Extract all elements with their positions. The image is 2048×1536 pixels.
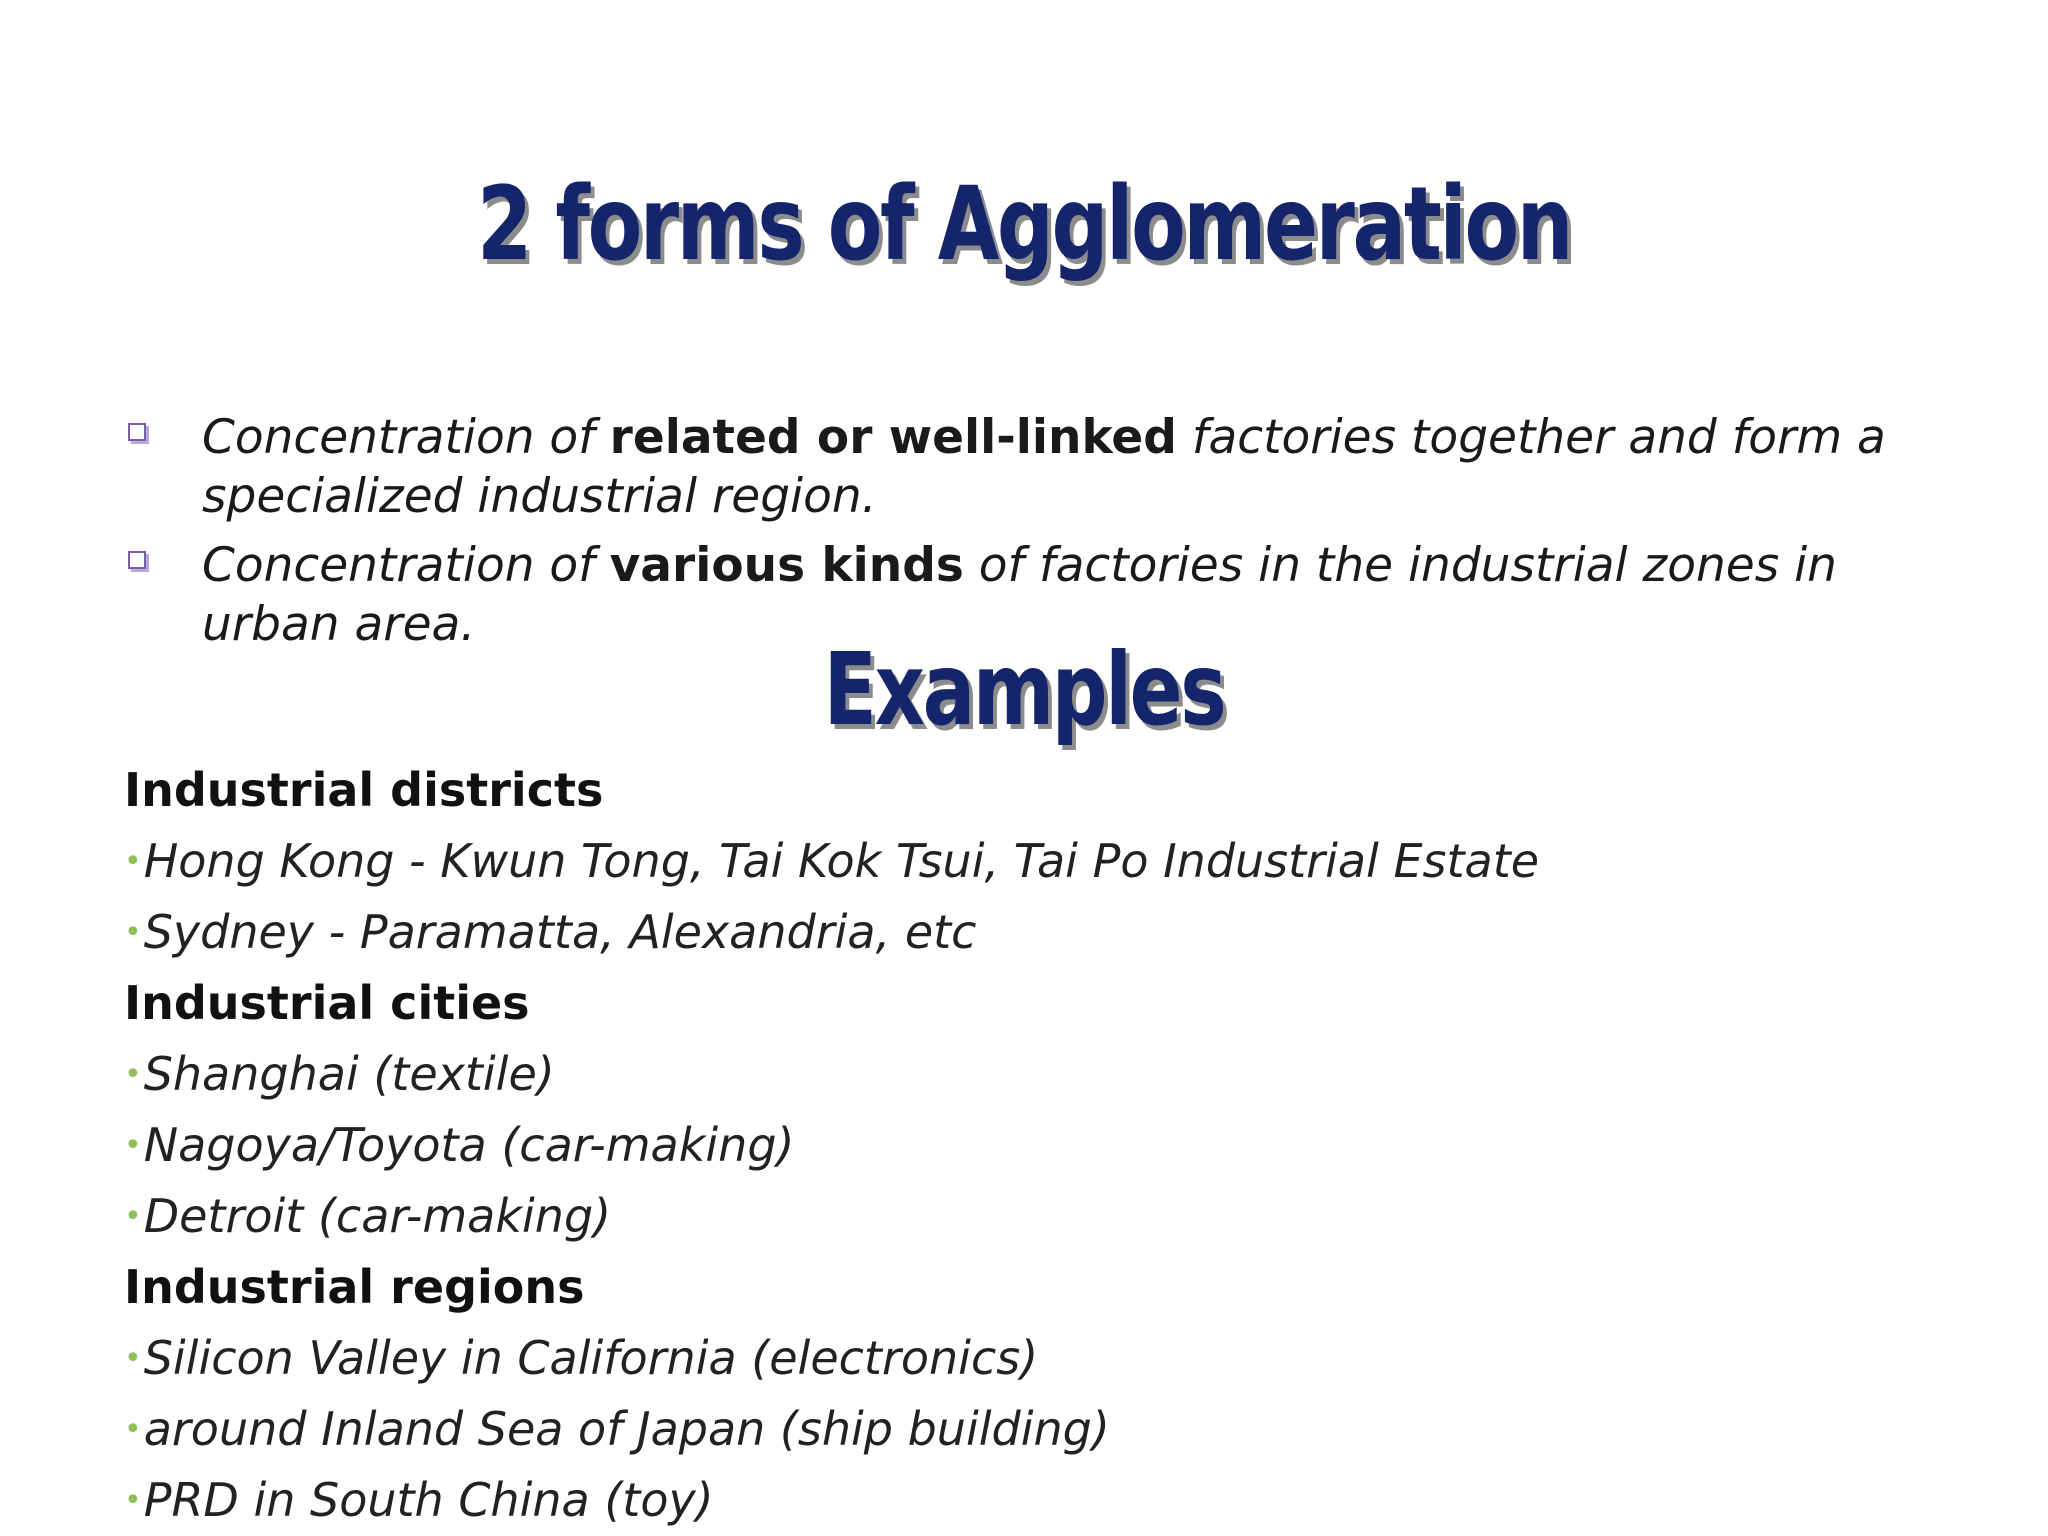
square-bullet-icon xyxy=(128,551,146,569)
examples-title: Examples xyxy=(823,631,1225,748)
list-item xyxy=(124,897,1974,968)
dot-bullet-icon: • xyxy=(124,1412,142,1447)
list-item-text: Nagoya/Toyota (car-making) xyxy=(143,1118,795,1172)
list-item-text: Silicon Valley in California (electronics) xyxy=(143,1331,1039,1385)
dot-bullet-icon: • xyxy=(124,1128,142,1163)
dot-bullet-icon: • xyxy=(124,1341,142,1376)
square-bullet-icon xyxy=(128,423,146,441)
dot-bullet-icon: • xyxy=(124,1199,142,1234)
dot-bullet-icon: • xyxy=(124,915,142,950)
list-item-text: Hong Kong - Kwun Tong, Tai Kok Tsui, Tai Po Industrial Estate xyxy=(143,834,1540,888)
examples-list xyxy=(124,755,1974,1536)
definition-item-1 xyxy=(124,408,1974,526)
definition-2-suffix: of factories in the industrial zones in urban area. xyxy=(202,538,1837,652)
list-item xyxy=(124,1394,1974,1465)
list-item-text: around Inland Sea of Japan (ship building) xyxy=(143,1402,1110,1456)
list-item xyxy=(124,1181,1974,1252)
definition-1-bold: related or well-linked xyxy=(609,410,1177,465)
group-heading-districts: Industrial districts xyxy=(124,763,604,817)
list-item xyxy=(124,1465,1974,1536)
definition-1-suffix: factories together and form a specialized industrial region. xyxy=(202,410,1886,524)
list-item xyxy=(124,826,1974,897)
dot-bullet-icon: • xyxy=(124,1057,142,1092)
definition-2-bold: various kinds xyxy=(609,538,964,593)
list-item xyxy=(124,1039,1974,1110)
list-item xyxy=(124,1110,1974,1181)
slide-title: 2 forms of Agglomeration xyxy=(476,165,1572,284)
list-item-text: Shanghai (textile) xyxy=(143,1047,555,1101)
definition-1-prefix: Concentration of xyxy=(202,410,610,465)
dot-bullet-icon: • xyxy=(124,844,142,879)
list-item-text: Detroit (car-making) xyxy=(143,1189,612,1243)
definition-list xyxy=(124,408,1974,664)
list-item xyxy=(124,1323,1974,1394)
list-item-text: Sydney - Paramatta, Alexandria, etc xyxy=(143,905,977,959)
list-item-text: PRD in South China (toy) xyxy=(143,1473,714,1527)
group-heading-regions: Industrial regions xyxy=(124,1260,585,1314)
dot-bullet-icon: • xyxy=(124,1483,142,1518)
group-heading-cities: Industrial cities xyxy=(124,976,530,1030)
definition-2-prefix: Concentration of xyxy=(202,538,610,593)
